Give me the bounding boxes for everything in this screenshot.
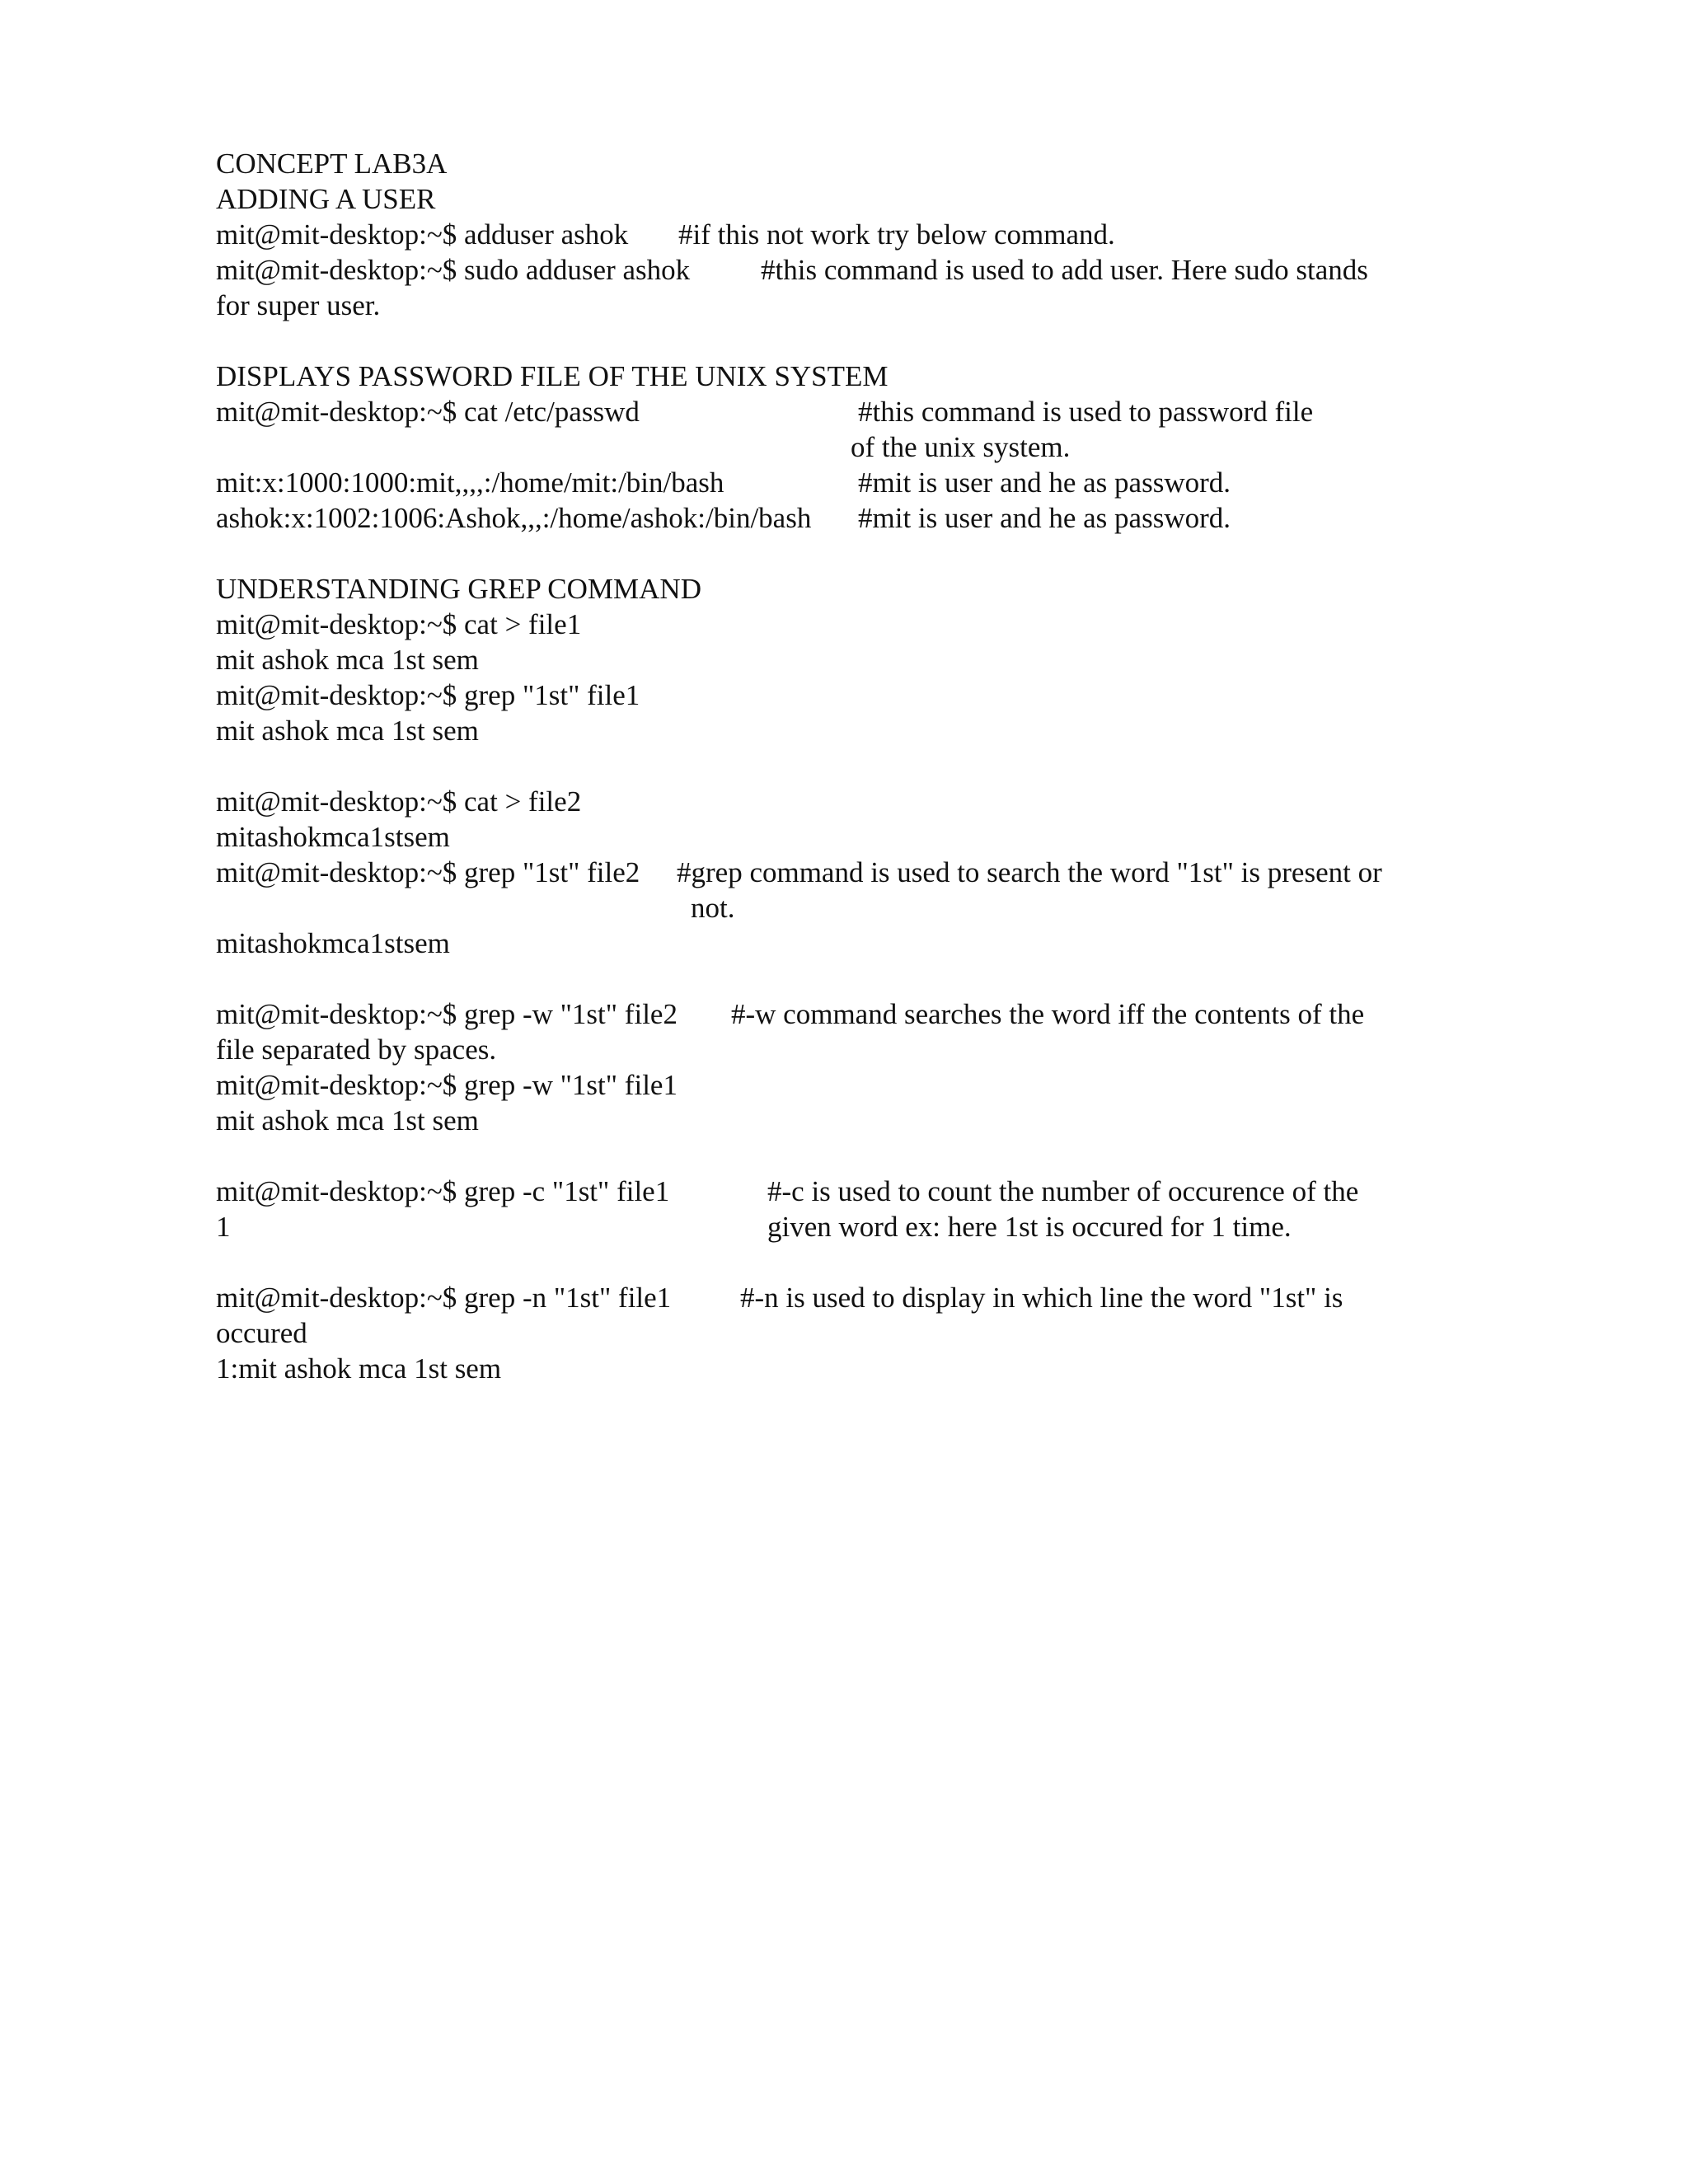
grep-w-file1-line [216,1067,1469,1103]
command-text: mit@mit-desktop:~$ grep -n "1st" file1 [216,1282,672,1314]
cat-passwd-comment-continuation [216,429,1469,465]
command-text: mit@mit-desktop:~$ cat /etc/passwd [216,396,640,428]
command-text: mit@mit-desktop:~$ grep -c "1st" file1 [216,1175,670,1207]
grep-c-output-line [216,1209,1469,1244]
output-text: mit ashok mca 1st sem [216,1104,479,1137]
comment-text: #mit is user and he as password. [858,466,1231,499]
comment-text: #this command is used to add user. Here sudo stands [761,254,1368,286]
command-text: mit@mit-desktop:~$ grep -w "1st" file1 [216,1069,678,1101]
blank-line [216,323,1469,359]
cat-file2-line [216,784,1469,819]
comment-text: for super user. [216,289,381,321]
comment-text: #if this not work try below command. [678,218,1115,251]
sudo-adduser-line [216,252,1469,288]
document-title [216,146,1469,181]
file2-content-line [216,819,1469,855]
heading-text: DISPLAYS PASSWORD FILE OF THE UNIX SYSTEM [216,360,889,392]
passwd-entry-mit [216,465,1469,500]
comment-text: file separated by spaces. [216,1033,497,1066]
output-text: mitashokmca1stsem [216,927,450,959]
comment-text: of the unix system. [851,431,1071,463]
output-text: mit ashok mca 1st sem [216,715,479,747]
grep-n-comment-continuation [216,1315,1469,1351]
comment-text: #-c is used to count the number of occurence of the [767,1175,1359,1207]
command-text: mit@mit-desktop:~$ cat > file1 [216,608,582,640]
output-text: 1:mit ashok mca 1st sem [216,1352,502,1385]
heading-text: UNDERSTANDING GREP COMMAND [216,573,701,605]
document-title-text: CONCEPT LAB3A [216,148,448,180]
adduser-line [216,217,1469,252]
sudo-comment-continuation [216,288,1469,323]
comment-text: #this command is used to password file [858,396,1314,428]
output-text: ashok:x:1002:1006:Ashok,,,:/home/ashok:/bin/bash [216,502,812,534]
passwd-entry-ashok [216,500,1469,536]
file1-content-line [216,642,1469,677]
grep-c-line [216,1174,1469,1209]
grep-file2-comment-continuation [216,890,1469,926]
comment-text: #-w command searches the word iff the contents of the [731,998,1365,1030]
output-text: 1 [216,1211,231,1243]
command-text: mit@mit-desktop:~$ grep -w "1st" file2 [216,998,678,1030]
command-text: mit@mit-desktop:~$ adduser ashok [216,218,629,251]
grep-file1-output-line [216,713,1469,748]
comment-text: given word ex: here 1st is occured for 1 time. [767,1211,1292,1243]
comment-text: #grep command is used to search the word "1st" is present or [677,856,1382,888]
grep-file2-output-line [216,926,1469,961]
grep-w-file2-line [216,996,1469,1032]
blank-line [216,536,1469,571]
grep-file2-line [216,855,1469,890]
grep-w-comment-continuation [216,1032,1469,1067]
grep-n-output-line [216,1351,1469,1386]
grep-file1-line [216,677,1469,713]
comment-text: #mit is user and he as password. [858,502,1231,534]
cat-file1-line [216,607,1469,642]
blank-line [216,748,1469,784]
comment-text: not. [691,892,735,924]
section-heading-adding-user [216,181,1469,217]
blank-line [216,1244,1469,1280]
heading-text: ADDING A USER [216,183,436,215]
comment-text: occured [216,1317,307,1349]
cat-passwd-line [216,394,1469,429]
grep-w-file1-output-line [216,1103,1469,1138]
section-heading-passwd [216,359,1469,394]
section-heading-grep [216,571,1469,607]
output-text: mit:x:1000:1000:mit,,,,:/home/mit:/bin/bash [216,466,724,499]
command-text: mit@mit-desktop:~$ grep "1st" file1 [216,679,640,711]
command-text: mit@mit-desktop:~$ sudo adduser ashok [216,254,691,286]
comment-text: #-n is used to display in which line the word "1st" is [740,1282,1343,1314]
output-text: mit ashok mca 1st sem [216,644,479,676]
command-text: mit@mit-desktop:~$ cat > file2 [216,785,582,818]
grep-n-line [216,1280,1469,1315]
command-text: mit@mit-desktop:~$ grep "1st" file2 [216,856,640,888]
blank-line [216,961,1469,996]
document-body [216,146,1469,1386]
output-text: mitashokmca1stsem [216,821,450,853]
blank-line [216,1138,1469,1174]
